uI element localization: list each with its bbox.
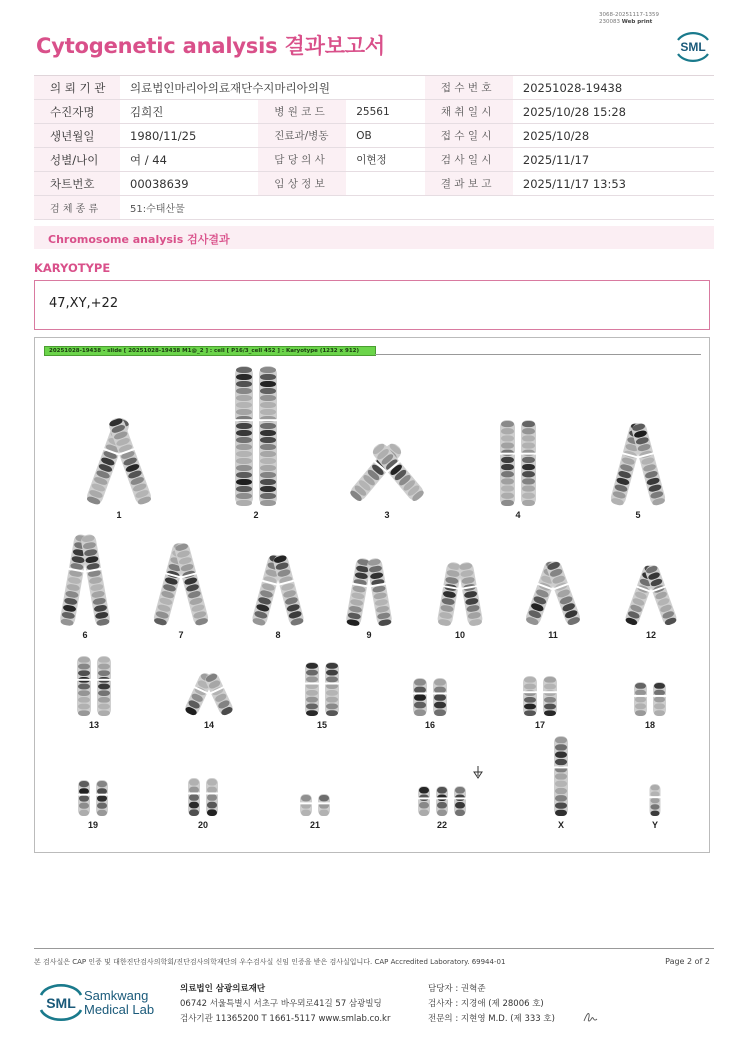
info-value: 1980/11/25: [120, 124, 258, 148]
brand-line1: Samkwang: [84, 988, 149, 1003]
chromosome-22: [417, 786, 431, 816]
info-row: [34, 100, 714, 124]
report-code-line2: 230083: [599, 19, 621, 25]
info-row: [34, 172, 714, 196]
chromosome-21: [299, 794, 313, 816]
info-value: 20251028-19438: [513, 76, 714, 100]
chromosome-label: 16: [424, 720, 436, 730]
chromosome-label: 14: [203, 720, 215, 730]
info-value: OB: [346, 124, 425, 148]
chromosome-label: 20: [197, 820, 209, 830]
chromosome-17: [542, 676, 558, 716]
info-label: 생년월일: [34, 124, 120, 148]
info-value: [346, 172, 425, 196]
info-value: 25561: [346, 100, 425, 124]
chromosome-label: 17: [534, 720, 546, 730]
info-label: 접 수 일 시: [425, 124, 513, 148]
chromosome-label: 5: [635, 510, 641, 520]
org-contact: 검사기관 11365200 T 1661-5117 www.smlab.co.kr: [180, 1014, 391, 1024]
info-row-specimen: [34, 196, 714, 220]
info-value: 여 / 44: [120, 148, 258, 172]
org-address: 06742 서울특별시 서초구 바우뫼로41길 57 삼광빌딩: [180, 999, 382, 1009]
report-code: [599, 12, 659, 26]
chromosome-label: 8: [275, 630, 281, 640]
karyotype-image: [34, 337, 710, 853]
chromosome-label: 11: [548, 630, 558, 640]
chromosome-label: 12: [645, 630, 657, 640]
chromosome-label: 6: [82, 630, 88, 640]
chromosome-16: [432, 678, 448, 716]
chromosome-4: [520, 420, 537, 506]
chromosome-21: [317, 794, 331, 816]
chromosome-label: 13: [88, 720, 100, 730]
chromosome-label: 7: [178, 630, 184, 640]
chromosome-13: [96, 656, 112, 716]
chromosome-9: [365, 557, 394, 627]
staff-manager: 담당자 : 권혁준: [428, 984, 486, 994]
chromosome-18: [633, 682, 648, 716]
chromosome-label: 15: [316, 720, 328, 730]
karyotype-result-box: [34, 280, 710, 330]
chromosome-label: 3: [384, 510, 390, 520]
info-label: 담 당 의 사: [258, 148, 346, 172]
info-value: 2025/10/28: [513, 124, 714, 148]
chromosome-15: [324, 662, 340, 716]
chromosome-label: 22: [436, 820, 448, 830]
sml-logo-icon: [672, 26, 714, 66]
info-label: 성별/나이: [34, 148, 120, 172]
chromosome-15: [304, 662, 320, 716]
web-print-tag: Web print: [621, 19, 653, 25]
chromosome-6: [79, 533, 112, 627]
chromosome-label: 1: [116, 510, 122, 520]
chromosome-19: [95, 780, 109, 816]
info-label: 결 과 보 고: [425, 172, 513, 196]
section-title: Chromosome analysis 검사결과: [48, 233, 230, 246]
chromosome-22: [435, 786, 449, 816]
info-value: 00038639: [120, 172, 258, 196]
chromosome-4: [499, 420, 516, 506]
chromosome-17: [522, 676, 538, 716]
chromosome-8: [271, 553, 306, 627]
chromosome-label: X: [557, 820, 565, 830]
info-label: 채 취 일 시: [425, 100, 513, 124]
chromosome-label: 9: [366, 630, 372, 640]
chromosome-16: [412, 678, 428, 716]
info-label: 차트번호: [34, 172, 120, 196]
org-name: 의료법인 삼광의료재단: [180, 984, 266, 994]
chromosome-label: 2: [253, 510, 259, 520]
chromosome-22: [453, 786, 467, 816]
specimen-value: 51:수태산물: [120, 196, 714, 220]
info-value: 2025/11/17: [513, 148, 714, 172]
info-row: [34, 124, 714, 148]
chromosome-label: Y: [651, 820, 659, 830]
patient-info-table: [34, 75, 714, 220]
info-label: 진료과/병동: [258, 124, 346, 148]
chromosome-Y: [649, 784, 662, 816]
karyotype-label: KARYOTYPE: [34, 261, 111, 275]
info-label: 접 수 번 호: [425, 76, 513, 100]
signature-icon: [582, 1010, 598, 1024]
info-value: 2025/10/28 15:28: [513, 100, 714, 124]
accreditation-note: 본 검사실은 CAP 인증 및 대한진단검사의학회/진단검사의학재단의 우수검사실 신임 인증을 받은 검사실입니다. CAP Accredited Laboratory. 69944-01: [34, 958, 506, 966]
info-label: 병 원 코 드: [258, 100, 346, 124]
chromosome-label: 4: [515, 510, 521, 520]
info-value: 김희진: [120, 100, 258, 124]
chromosome-2: [234, 366, 254, 506]
staff-info: [428, 982, 555, 1027]
report-title: Cytogenetic analysis 결과보고서: [36, 34, 385, 58]
chromosome-19: [77, 780, 91, 816]
chromosome-18: [652, 682, 667, 716]
image-header-text: 20251028-19438 - slide [ 20251028-19438 M1@_2 ] : cell [ P16/3_cell 452 ] : Karyotype (1232 x 912): [49, 348, 360, 354]
sml-footer-logo-icon: [36, 980, 86, 1024]
brand-line2: Medical Lab: [84, 1002, 155, 1017]
info-label: 수진자명: [34, 100, 120, 124]
info-label: 검 사 일 시: [425, 148, 513, 172]
info-label: 임 상 정 보: [258, 172, 346, 196]
logo-text: SML: [680, 40, 706, 54]
footer-divider: [34, 948, 714, 949]
chromosome-10: [457, 561, 485, 627]
trisomy-arrow-icon: [474, 766, 482, 778]
organization-info: [180, 982, 390, 1027]
page-number: Page 2 of 2: [665, 957, 710, 966]
chromosome-label: 21: [309, 820, 321, 830]
info-value: 의료법인마리아의료재단수지마리아의원: [120, 76, 425, 100]
chromosome-label: 18: [644, 720, 656, 730]
specimen-label: 검 체 종 류: [34, 196, 120, 220]
chromosome-label: 10: [454, 630, 466, 640]
report-code-line1: 3068-20251117-1359: [599, 12, 659, 18]
chromosome-X: [553, 736, 569, 816]
info-value: 이현정: [346, 148, 425, 172]
chromosome-spread: [35, 338, 709, 852]
footer-logo-mark: SML: [46, 995, 76, 1011]
chromosome-20: [205, 778, 219, 816]
chromosome-2: [258, 366, 278, 506]
result-section-header: [34, 226, 714, 249]
chromosome-label: 19: [87, 820, 99, 830]
info-row: [34, 76, 714, 100]
samkwang-logo: [36, 980, 156, 1024]
chromosome-20: [187, 778, 201, 816]
karyotype-value: 47,XY,+22: [49, 296, 119, 311]
info-row: [34, 148, 714, 172]
staff-specialist: 전문의 : 지현영 M.D. (제 333 호): [428, 1014, 555, 1024]
info-value: 2025/11/17 13:53: [513, 172, 714, 196]
chromosome-13: [76, 656, 92, 716]
staff-tester: 검사자 : 지경애 (제 28006 호): [428, 999, 544, 1009]
info-label: 의 뢰 기 관: [34, 76, 120, 100]
